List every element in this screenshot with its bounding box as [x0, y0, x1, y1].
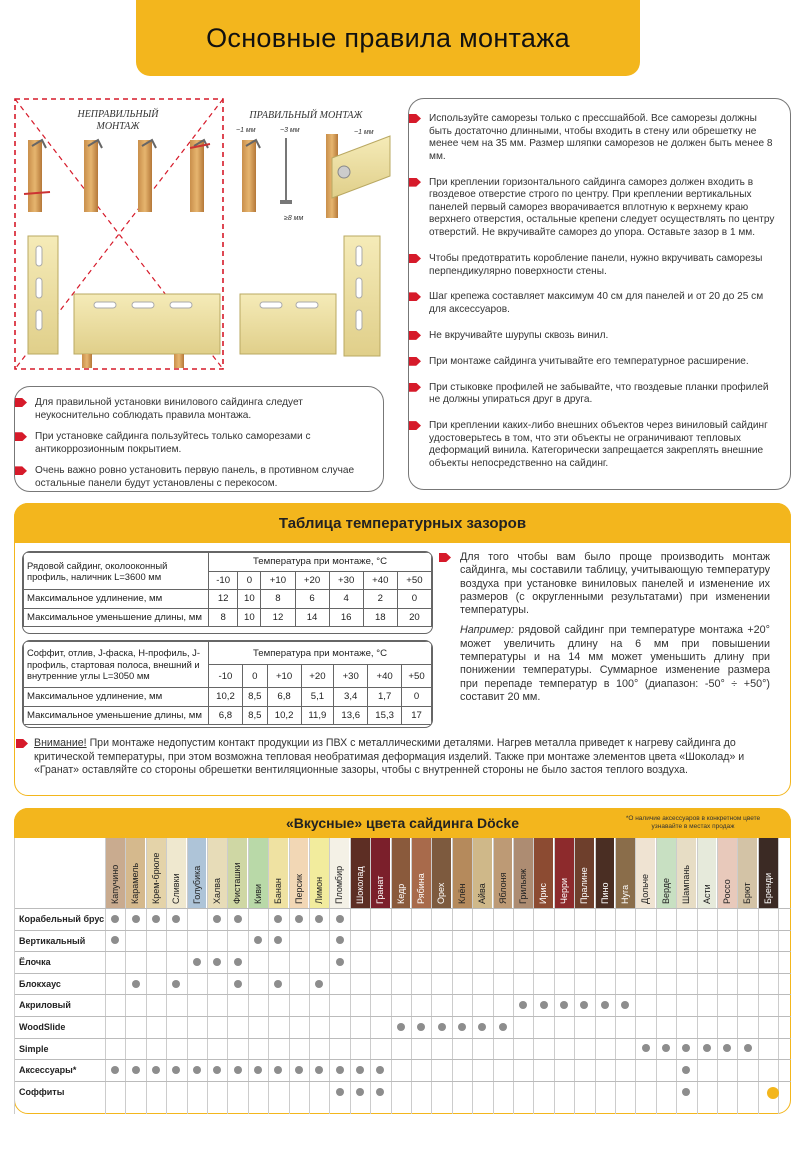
dim-1mm-a: ~1 мм: [236, 127, 256, 134]
availability-dot: [234, 958, 242, 966]
grid-column-line: [554, 838, 555, 1114]
grid-column-line: [350, 838, 351, 1114]
temperature-section-title: Таблица температурных зазоров: [14, 503, 791, 543]
availability-dot: [376, 1088, 384, 1096]
wrong-title-2: МОНТАЖ: [96, 121, 140, 132]
grid-column-line: [227, 838, 228, 1114]
rule-item: При монтаже сайдинга учитывайте его температурное расширение.: [409, 356, 780, 369]
grid-row-line: [14, 1016, 791, 1017]
value-cell: 10: [238, 608, 261, 627]
rule-item: При установке сайдинга пользуйтесь только саморезами с антикоррозионным покрытием.: [15, 431, 373, 456]
grid-column-line: [717, 838, 718, 1114]
value-cell: 12: [261, 608, 295, 627]
availability-dot: [254, 1066, 262, 1074]
temp-cell: +30: [334, 665, 368, 688]
value-cell: 10,2: [209, 688, 243, 707]
availability-dot: [152, 915, 160, 923]
value-cell: 3,4: [334, 688, 368, 707]
grid-column-line: [370, 838, 371, 1114]
left-rules-box: [14, 386, 384, 492]
color-name: Айва: [477, 883, 488, 904]
color-name: Сливки: [171, 873, 182, 904]
temp-cell: +10: [267, 665, 301, 688]
color-swatch-32: [737, 838, 757, 908]
color-name: Клён: [456, 883, 467, 904]
color-name: Банан: [273, 878, 284, 904]
table1-temp-header: Температура при монтаже, °С: [209, 553, 432, 572]
availability-dot: [336, 915, 344, 923]
color-name: Фисташки: [232, 862, 243, 904]
value-cell: 16: [329, 608, 363, 627]
availability-note-line-1: *О наличие аксессуаров в конкретном цвете: [625, 815, 761, 822]
color-name: Нуга: [619, 884, 630, 904]
paragraph-2-lead: Например:: [460, 624, 515, 637]
grid-column-line: [452, 838, 453, 1114]
color-name: Капучино: [109, 864, 120, 904]
row-label: Максимальное уменьшение длины, мм: [24, 608, 209, 627]
color-name: Гранат: [375, 875, 386, 904]
grid-row-line: [14, 951, 791, 952]
paragraph-1: Для того чтобы вам было проще производить монтаж сайдинга, мы составили таблицу, учитывающую температуру воздуха при установке виниловых панелей и изменение их размеров (с округленными результатами) при изменении температуры.: [460, 551, 770, 617]
grid-column-line: [574, 838, 575, 1114]
grid-column-line: [513, 838, 514, 1114]
availability-dot: [356, 1088, 364, 1096]
product-row-label: Блокхаус: [19, 978, 61, 989]
right-rules-box: [408, 98, 791, 490]
availability-dot: [315, 915, 323, 923]
color-name: Брют: [742, 882, 753, 904]
color-swatch-6: [207, 838, 227, 908]
color-name: Черри: [558, 877, 569, 904]
dim-3mm: ~3 мм: [280, 127, 300, 134]
color-swatch-23: [554, 838, 574, 908]
temp-cell: -10: [209, 665, 243, 688]
product-row-label: Акриловый: [19, 1000, 71, 1011]
color-swatch-12: [329, 838, 349, 908]
color-swatch-11: [309, 838, 329, 908]
grid-row-line: [14, 1081, 791, 1082]
value-cell: 17: [402, 706, 432, 725]
color-name: Лимон: [313, 876, 324, 904]
color-swatch-28: [656, 838, 676, 908]
color-name: Верде: [660, 877, 671, 904]
product-row-label: Аксессуары*: [19, 1065, 77, 1076]
value-cell: 6: [295, 590, 329, 609]
warning-text: [34, 737, 774, 778]
color-swatch-21: [513, 838, 533, 908]
color-swatch-13: [350, 838, 370, 908]
grid-column-line: [268, 838, 269, 1114]
temperature-explanation: [460, 551, 770, 711]
color-swatch-5: [187, 838, 207, 908]
rule-item: Очень важно ровно установить первую панель, в противном случае остальные панели будут установлены с перекосом.: [15, 465, 373, 490]
grid-row-line: [14, 930, 791, 931]
color-swatch-33: [758, 838, 778, 908]
color-swatch-4: [166, 838, 186, 908]
dim-8mm: ≥8 мм: [284, 215, 304, 222]
row-label: Максимальное удлинение, мм: [24, 688, 209, 707]
grid-column-line: [676, 838, 677, 1114]
color-name: Россо: [721, 879, 732, 904]
grid-column-line: [472, 838, 473, 1114]
availability-dot: [193, 958, 201, 966]
grid-column-line: [615, 838, 616, 1114]
color-name: Пино: [599, 882, 610, 904]
availability-dot: [132, 1066, 140, 1074]
color-name: Киви: [252, 883, 263, 904]
availability-dot: [152, 1066, 160, 1074]
grid-column-line: [309, 838, 310, 1114]
row-label: Максимальное удлинение, мм: [24, 590, 209, 609]
temp-cell: +30: [329, 571, 363, 590]
availability-dot: [274, 980, 282, 988]
mounting-illustration: [14, 98, 392, 372]
grid-row-line: [14, 908, 791, 909]
value-cell: 11,9: [301, 706, 334, 725]
color-swatch-24: [574, 838, 594, 908]
availability-dot: [601, 1001, 609, 1009]
availability-dot: [540, 1001, 548, 1009]
availability-dot: [336, 1066, 344, 1074]
grid-column-line: [635, 838, 636, 1114]
color-name: Шоколад: [354, 866, 365, 904]
color-name: Рябина: [415, 873, 426, 904]
page-title: Основные правила монтажа: [136, 0, 640, 76]
wrong-title-1: НЕПРАВИЛЬНЫЙ: [77, 109, 159, 120]
value-cell: 0: [397, 590, 431, 609]
grid-column-line: [187, 838, 188, 1114]
grid-column-line: [329, 838, 330, 1114]
temp-cell: +10: [261, 571, 295, 590]
table2-name: Соффит, отлив, J-фаска, H-профиль, J-профиль, стартовая полоса, внешний и внутренние углы L=3050 мм: [24, 642, 209, 688]
grid-column-line: [411, 838, 412, 1114]
color-name: Ирис: [538, 882, 549, 904]
color-swatch-18: [452, 838, 472, 908]
grid-column-line: [493, 838, 494, 1114]
temp-cell: +20: [301, 665, 334, 688]
warning-lead: Внимание!: [34, 737, 87, 749]
color-name: Грильяж: [517, 868, 528, 904]
grid-column-line: [125, 838, 126, 1114]
availability-dot: [234, 915, 242, 923]
color-swatch-9: [268, 838, 288, 908]
value-cell: 4: [329, 590, 363, 609]
rule-item: При креплении горизонтального сайдинга саморез должен входить в гвоздевое отверстие строго по центру. При креплении вертикальных панелей первый саморез вворачивается вплотную к верхнему краю верхнего отверстия, остальные крепени следует осуществлять по центру отверстий. Не вкручивайте саморез до упора. Оставьте зазор в 1 мм.: [409, 177, 780, 240]
product-row-label: WoodSlide: [19, 1022, 66, 1032]
color-name: Голубика: [191, 865, 202, 904]
temp-cell: +40: [363, 571, 397, 590]
table2-temp-header: Температура при монтаже, °С: [209, 642, 432, 665]
color-name: Яблоня: [497, 872, 508, 904]
color-swatch-29: [676, 838, 696, 908]
availability-dot: [417, 1023, 425, 1031]
color-swatch-25: [595, 838, 615, 908]
availability-dot: [336, 958, 344, 966]
availability-note: [608, 815, 778, 830]
end-marker: [767, 1087, 779, 1099]
color-swatch-22: [533, 838, 553, 908]
value-cell: 18: [363, 608, 397, 627]
color-name: Асти: [701, 884, 712, 904]
availability-dot: [213, 915, 221, 923]
rule-item: Используйте саморезы только с прессшайбой. Все саморезы должны быть достаточно длинными, чтобы входить в стену или обрешетку не менее чем на 35 мм. Размер шляпки саморезов не должен быть менее 8 мм.: [409, 113, 780, 163]
temperature-table-2: [22, 640, 433, 728]
rule-item: При креплении каких-либо внешних объектов через виниловый сайдинг удостоверьтесь в том, что эти объекты не ограничивают тепловых деформаций винила. Категорически запрещается закреплять внешние объекты непосредственно на сайдинг.: [409, 420, 780, 470]
grid-row-line: [14, 973, 791, 974]
grid-column-line: [207, 838, 208, 1114]
availability-dot: [336, 936, 344, 944]
grid-column-line: [248, 838, 249, 1114]
availability-dot: [172, 980, 180, 988]
color-name: Орех: [436, 882, 447, 904]
availability-dot: [336, 1088, 344, 1096]
availability-dot: [397, 1023, 405, 1031]
grid-column-line: [105, 838, 106, 1114]
value-cell: 10: [238, 590, 261, 609]
grid-row-line: [14, 1038, 791, 1039]
temp-cell: +50: [397, 571, 431, 590]
color-swatch-17: [431, 838, 451, 908]
availability-dot: [295, 915, 303, 923]
availability-dot: [132, 980, 140, 988]
color-swatch-7: [227, 838, 247, 908]
color-name: Персик: [293, 874, 304, 904]
availability-note-line-2: узнавайте в местах продаж: [651, 822, 735, 830]
color-swatch-30: [697, 838, 717, 908]
value-cell: 10,2: [267, 706, 301, 725]
table1-name: Рядовой сайдинг, околооконный профиль, наличник L=3600 мм: [24, 553, 209, 590]
color-name: Крем-брюле: [150, 852, 161, 904]
value-cell: 1,7: [368, 688, 402, 707]
temp-cell: +20: [295, 571, 329, 590]
right-rules-list: [409, 113, 780, 471]
color-swatch-20: [493, 838, 513, 908]
value-cell: 8: [261, 590, 295, 609]
left-rules-list: [15, 397, 373, 491]
value-cell: 15,3: [368, 706, 402, 725]
product-row-label: Simple: [19, 1043, 49, 1054]
temperature-table-1: [22, 551, 433, 634]
temp-cell: -10: [209, 571, 238, 590]
availability-dot: [499, 1023, 507, 1031]
color-swatch-31: [717, 838, 737, 908]
color-swatch-14: [370, 838, 390, 908]
color-name: Дольче: [640, 873, 651, 904]
color-swatch-10: [289, 838, 309, 908]
grid-column-line: [14, 838, 15, 1114]
rule-item: Для правильной установки винилового сайдинга следует неукоснительно соблюдать правила монтажа.: [15, 397, 373, 422]
color-name: Шампань: [681, 865, 692, 904]
color-name: Пломбир: [334, 865, 345, 904]
rule-item: Не вкручивайте шурупы сквозь винил.: [409, 330, 780, 343]
color-swatch-15: [391, 838, 411, 908]
value-cell: 13,6: [334, 706, 368, 725]
value-cell: 8: [209, 608, 238, 627]
paragraph-2-body: рядовой сайдинг при температуре монтажа +20° может увеличить длину на 6 мм при повышении температуры и на 14 мм может уменьшить длину при понижении температуры. Суммарное изменение размера при перепаде температур в 100° (диапазон: -50° ÷ +50°) составит 20 мм.: [460, 624, 770, 703]
row-label: Максимальное уменьшение длины, мм: [24, 706, 209, 725]
value-cell: 2: [363, 590, 397, 609]
availability-dot: [682, 1088, 690, 1096]
value-cell: 0: [402, 688, 432, 707]
grid-column-line: [595, 838, 596, 1114]
grid-column-line: [697, 838, 698, 1114]
color-name: Халва: [211, 878, 222, 904]
availability-dot: [438, 1023, 446, 1031]
grid-column-line: [758, 838, 759, 1114]
color-swatch-16: [411, 838, 431, 908]
availability-dot: [744, 1044, 752, 1052]
availability-dot: [356, 1066, 364, 1074]
temp-cell: 0: [238, 571, 261, 590]
value-cell: 14: [295, 608, 329, 627]
grid-row-line: [14, 1059, 791, 1060]
value-cell: 6,8: [267, 688, 301, 707]
rule-item: Шаг крепежа составляет максимум 40 см для панелей и от 20 до 25 см для аксессуаров.: [409, 291, 780, 316]
rule-item: Чтобы предотвратить коробление панели, нужно вкручивать саморезы перпендикулярно поверхности стены.: [409, 253, 780, 278]
product-row-label: Ёлочка: [19, 957, 51, 968]
colors-section-header: [14, 808, 791, 838]
grid-column-line: [289, 838, 290, 1114]
value-cell: 12: [209, 590, 238, 609]
color-name: Карамель: [130, 862, 141, 904]
grid-column-line: [431, 838, 432, 1114]
color-swatch-2: [125, 838, 145, 908]
grid-column-line: [391, 838, 392, 1114]
availability-dot: [458, 1023, 466, 1031]
dim-1mm-b: ~1 мм: [354, 129, 374, 136]
availability-dot: [315, 980, 323, 988]
availability-dot: [295, 1066, 303, 1074]
color-swatch-8: [248, 838, 268, 908]
availability-dot: [111, 915, 119, 923]
temp-cell: 0: [242, 665, 267, 688]
color-swatch-1: [105, 838, 125, 908]
grid-column-line: [778, 838, 779, 1114]
availability-dot: [132, 915, 140, 923]
color-swatch-19: [472, 838, 492, 908]
product-row-label: Корабельный брус: [19, 914, 105, 924]
availability-dot: [642, 1044, 650, 1052]
value-cell: 8,5: [242, 688, 267, 707]
color-name: Пралине: [579, 867, 590, 904]
colors-section-title: «Вкусные» цвета сайдинга Döcke: [286, 815, 519, 831]
paragraph-2: [460, 624, 770, 704]
availability-dot: [193, 1066, 201, 1074]
color-swatch-26: [615, 838, 635, 908]
availability-dot: [234, 1066, 242, 1074]
value-cell: 5,1: [301, 688, 334, 707]
temp-cell: +40: [368, 665, 402, 688]
grid-column-line: [656, 838, 657, 1114]
product-row-label: Вертикальный: [19, 935, 86, 946]
rule-item: При стыковке профилей не забывайте, что гвоздевые планки профилей не должны упираться друг в друга.: [409, 382, 780, 407]
availability-dot: [234, 980, 242, 988]
color-name: Бренди: [762, 872, 773, 904]
value-cell: 20: [397, 608, 431, 627]
value-cell: 8,5: [242, 706, 267, 725]
grid-column-line: [146, 838, 147, 1114]
right-title: ПРАВИЛЬНЫЙ МОНТАЖ: [249, 110, 363, 121]
product-row-label: Соффиты: [19, 1086, 65, 1097]
color-swatch-27: [635, 838, 655, 908]
temp-cell: +50: [402, 665, 432, 688]
value-cell: 6,8: [209, 706, 243, 725]
grid-column-line: [533, 838, 534, 1114]
grid-column-line: [737, 838, 738, 1114]
grid-column-line: [166, 838, 167, 1114]
grid-row-line: [14, 994, 791, 995]
color-name: Кедр: [395, 883, 406, 904]
warning-body: При монтаже недопустим контакт продукции из ПВХ с металлическими деталями. Нагрев металла приведет к нагреву сайдинга до критической температуры, при этом возможна тепловая необратимая деформация изделий. Также при монтаже элементов цвета «Шоколад» и «Гранат» оставляйте со стороны обрешетки вентиляционные зазоры, чтобы с внутренней стороны не было застоя теплого воздуха.: [34, 737, 745, 777]
color-swatch-3: [146, 838, 166, 908]
